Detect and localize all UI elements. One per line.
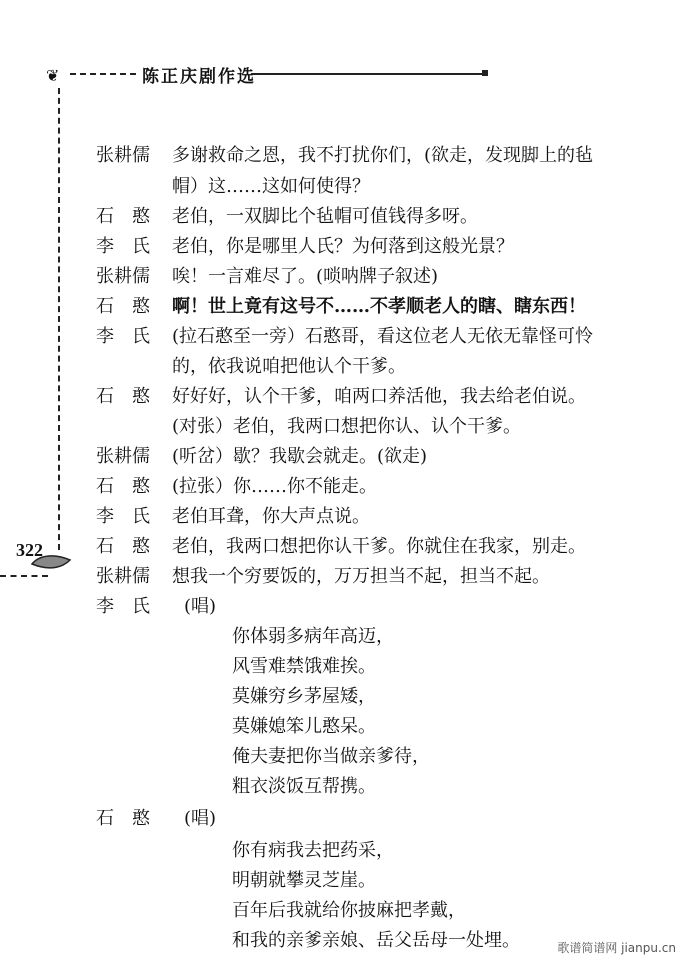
speech-text: 老伯，一双脚比个毡帽可值钱得多呀。 — [172, 206, 478, 227]
speaker-name: 张耕儒 — [96, 266, 150, 287]
song-verse: 百年后我就给你披麻把孝戴， — [232, 900, 466, 921]
book-title: 陈正庆剧作选 — [142, 67, 256, 87]
site-watermark: 歌谱简谱网 jianpu.cn — [557, 941, 676, 955]
song-verse: 你体弱多病年高迈， — [232, 626, 394, 647]
speaker-name: 张耕儒 — [96, 446, 150, 467]
stage-direction: (唱) — [184, 596, 217, 617]
speaker-name: 石 憨 — [96, 536, 150, 557]
speaker-name: 石 憨 — [96, 206, 150, 227]
song-verse: 莫嫌穷乡茅屋矮， — [232, 686, 376, 707]
speech-text: 老伯耳聋，你大声点说。 — [172, 506, 370, 527]
running-header — [40, 62, 500, 86]
speech-text: 想我一个穷要饭的，万万担当不起，担当不起。 — [172, 566, 550, 587]
margin-dashes — [58, 88, 60, 550]
speaker-name: 石 憨 — [96, 386, 150, 407]
speaker-name: 石 憨 — [96, 296, 150, 317]
page-number: 322 — [16, 540, 43, 560]
speaker-name: 李 氏 — [96, 236, 150, 257]
speech-continuation: 的，依我说咱把他认个干爹。 — [172, 356, 406, 377]
song-verse: 粗衣淡饭互帮携。 — [232, 776, 376, 797]
header-dashes — [70, 73, 136, 75]
speaker-name: 李 氏 — [96, 326, 150, 347]
ornament-icon: ❦ — [46, 66, 60, 85]
stage-direction: (唱) — [184, 808, 217, 829]
speaker-name: 张耕儒 — [96, 566, 150, 587]
margin-dashes-bottom — [0, 575, 48, 577]
header-rule — [252, 73, 484, 75]
speaker-name: 石 憨 — [96, 808, 150, 829]
song-verse: 俺夫妻把你当做亲爹待， — [232, 746, 430, 767]
speaker-name: 石 憨 — [96, 476, 150, 497]
song-verse: 和我的亲爹亲娘、岳父岳母一处埋。 — [232, 930, 520, 951]
speaker-name: 张耕儒 — [96, 145, 150, 166]
header-rule-end — [482, 70, 488, 76]
speech-text: (听岔）歇？我歇会就走。(欲走) — [172, 446, 428, 467]
speech-text: 好好好，认个干爹，咱两口养活他，我去给老伯说。 — [172, 386, 586, 407]
speech-text: 老伯，你是哪里人氏？为何落到这般光景？ — [172, 236, 514, 257]
song-verse: 你有病我去把药采， — [232, 840, 394, 861]
speech-text: 唉！一言难尽了。(唢呐牌子叙述) — [172, 266, 439, 287]
speech-text: 啊！世上竟有这号不……不孝顺老人的瞎、瞎东西！ — [172, 296, 586, 317]
speech-text: (拉石憨至一旁）石憨哥，看这位老人无依无靠怪可怜 — [172, 326, 594, 347]
speaker-name: 李 氏 — [96, 506, 150, 527]
speech-text: 多谢救命之恩，我不打扰你们，(欲走，发现脚上的毡 — [172, 145, 594, 166]
speaker-name: 李 氏 — [96, 596, 150, 617]
speech-text: 老伯，我两口想把你认干爹。你就住在我家，别走。 — [172, 536, 586, 557]
song-verse: 风雪难禁饿难挨。 — [232, 656, 376, 677]
speech-continuation: (对张）老伯，我两口想把你认、认个干爹。 — [172, 416, 522, 437]
song-verse: 明朝就攀灵芝崖。 — [232, 870, 376, 891]
song-verse: 莫嫌媳笨儿憨呆。 — [232, 716, 376, 737]
speech-continuation: 帽）这……这如何使得？ — [172, 176, 370, 197]
speech-text: (拉张）你……你不能走。 — [172, 476, 378, 497]
page-ornament-icon — [30, 552, 74, 574]
